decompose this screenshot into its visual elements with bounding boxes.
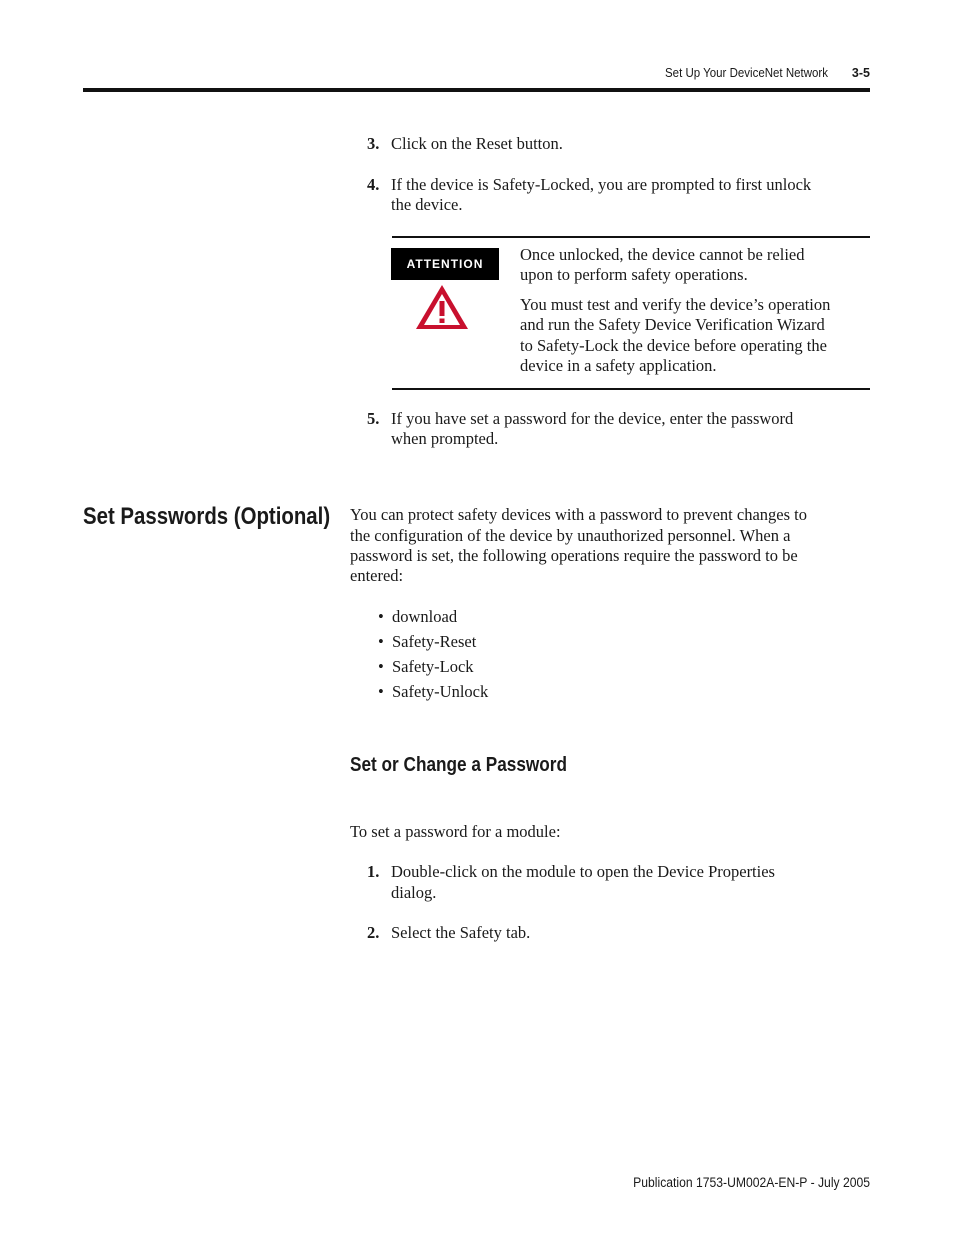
section-heading: Set Passwords (Optional) — [83, 503, 331, 530]
attention-top-rule — [392, 236, 870, 238]
list-item: • Safety-Unlock — [378, 682, 489, 701]
attention-text: device in a safety application. — [520, 356, 717, 375]
publication-footer: Publication 1753-UM002A-EN-P - July 2005 — [633, 1175, 870, 1190]
section-intro-text: You can protect safety devices with a password to prevent changes to — [350, 505, 807, 524]
subsection-intro-text: To set a password for a module: — [350, 822, 561, 841]
attention-text: and run the Safety Device Verification Wizard — [520, 315, 825, 334]
step-text: the device. — [391, 195, 463, 214]
bullet-icon: • — [378, 632, 384, 651]
bullet-icon: • — [378, 682, 384, 701]
section-intro-text: entered: — [350, 566, 404, 585]
section-intro-text: the configuration of the device by unauthorized personnel. When a — [350, 526, 791, 545]
header-rule — [83, 88, 870, 92]
attention-text: Once unlocked, the device cannot be relied — [520, 245, 805, 264]
step-text: If you have set a password for the device, enter the password — [391, 409, 794, 428]
step-text: If the device is Safety-Locked, you are prompted to first unlock — [391, 175, 812, 194]
attention-label: ATTENTION — [391, 248, 499, 280]
step-number: 3. — [367, 134, 380, 153]
subsection-heading: Set or Change a Password — [350, 754, 567, 776]
list-item: • Safety-Lock — [378, 657, 474, 676]
step-number: 4. — [367, 175, 380, 194]
running-header-title: Set Up Your DeviceNet Network — [665, 66, 828, 80]
step-number: 2. — [367, 923, 380, 942]
attention-bottom-rule — [392, 388, 870, 390]
step-text: Double-click on the module to open the Device Properties — [391, 862, 775, 881]
step-number: 5. — [367, 409, 380, 428]
bullet-icon: • — [378, 657, 384, 676]
attention-text: upon to perform safety operations. — [520, 265, 748, 284]
list-item: • download — [378, 607, 458, 626]
page-number: 3-5 — [851, 66, 870, 80]
attention-text: You must test and verify the device’s operation — [520, 295, 831, 314]
warning-triangle-icon — [413, 282, 471, 332]
step-text: when prompted. — [391, 429, 499, 448]
list-item: • Safety-Reset — [378, 632, 477, 651]
step-number: 1. — [367, 862, 380, 881]
bullet-icon: • — [378, 607, 384, 626]
step-text: Select the Safety tab. — [391, 923, 531, 942]
step-text: dialog. — [391, 883, 437, 902]
section-intro-text: password is set, the following operations require the password to be — [350, 546, 798, 565]
attention-text: to Safety-Lock the device before operating the — [520, 336, 827, 355]
step-text: Click on the Reset button. — [391, 134, 563, 153]
